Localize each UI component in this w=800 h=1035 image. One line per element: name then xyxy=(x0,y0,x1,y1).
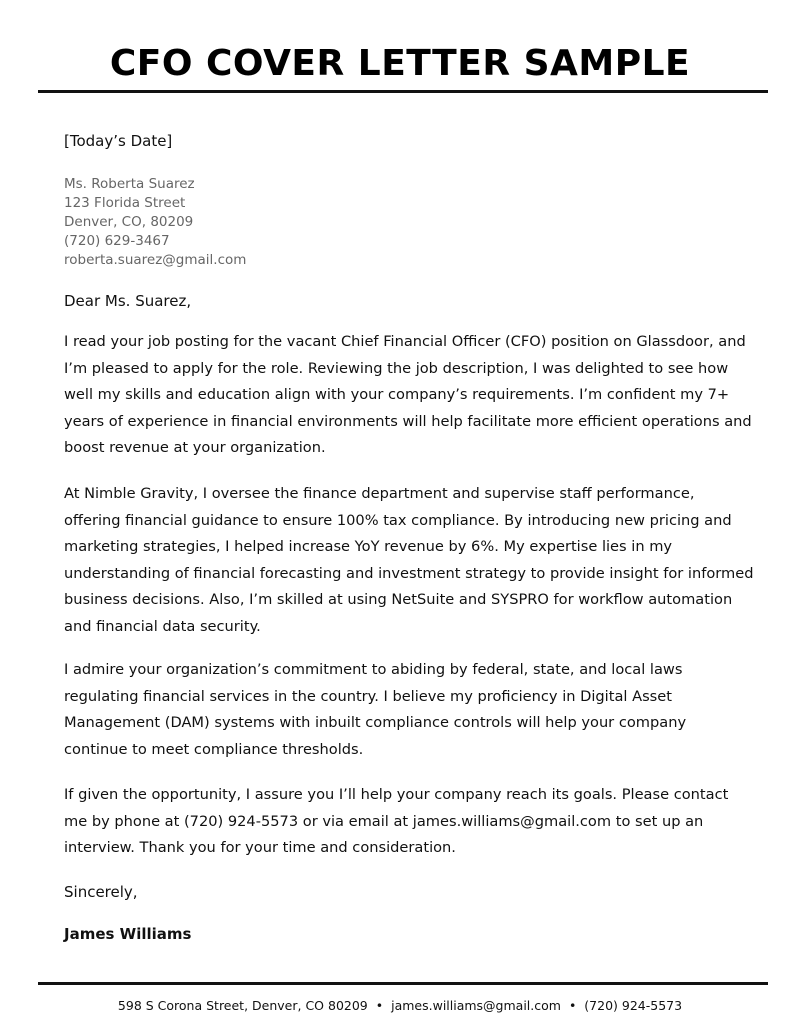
footer-contact xyxy=(0,996,800,1016)
body-paragraph-1: I read your job posting for the vacant Chief Financial Officer (CFO) position on Glassdoor, and I’m pleased to apply for the role. Reviewing the job description, I was delighted to see how well my skills and education align with your company’s requirements. I’m confident my 7+ years of experience in financial environments will help facilitate more efficient operations and boost revenue at your organization. xyxy=(64,333,752,456)
footer-address: 598 S Corona Street, Denver, CO 80209 xyxy=(117,998,368,1013)
footer-email: james.williams@gmail.com xyxy=(391,998,561,1013)
body-paragraph-4: If given the opportunity, I assure you I’ll help your company reach its goals. Please contact me by phone at (720) 924-5573 or via email at james.williams@gmail.com to set up an interview. Thank you for your time and consideration. xyxy=(64,786,729,856)
recipient-phone: (720) 629-3467 xyxy=(64,233,170,249)
signature-name: James Williams xyxy=(64,925,192,943)
body-paragraph-2: At Nimble Gravity, I oversee the finance department and supervise staff performance, offering financial guidance to ensure 100% tax compliance. By introducing new pricing and marketing strategies, I helped increase YoY revenue by 6%. My expertise lies in my understanding of financial forecasting and investment strategy to provide insight for informed business decisions. Also, I’m skilled at using NetSuite and SYSPRO for workflow automation and financial data security. xyxy=(64,485,754,635)
footer-separator: • xyxy=(568,998,577,1013)
recipient-street: 123 Florida Street xyxy=(64,195,186,211)
closing: Sincerely, xyxy=(64,883,138,901)
body-paragraph-3: I admire your organization’s commitment to abiding by federal, state, and local laws regulating financial services in the country. I believe my proficiency in Digital Asset Management (DAM) systems with inbuilt compliance controls will help your company continue to meet compliance thresholds. xyxy=(64,661,687,758)
footer-phone: (720) 924-5573 xyxy=(584,998,683,1013)
recipient-email: roberta.suarez@gmail.com xyxy=(64,252,247,268)
letter-date: [Today’s Date] xyxy=(64,132,173,150)
recipient-address-block xyxy=(64,175,246,270)
header-divider xyxy=(38,90,768,93)
recipient-city: Denver, CO, 80209 xyxy=(64,214,194,230)
page-title: CFO COVER LETTER SAMPLE xyxy=(109,43,691,84)
recipient-name: Ms. Roberta Suarez xyxy=(64,176,195,192)
footer-separator: • xyxy=(375,998,384,1013)
salutation: Dear Ms. Suarez, xyxy=(64,292,192,310)
footer-divider xyxy=(38,982,768,985)
